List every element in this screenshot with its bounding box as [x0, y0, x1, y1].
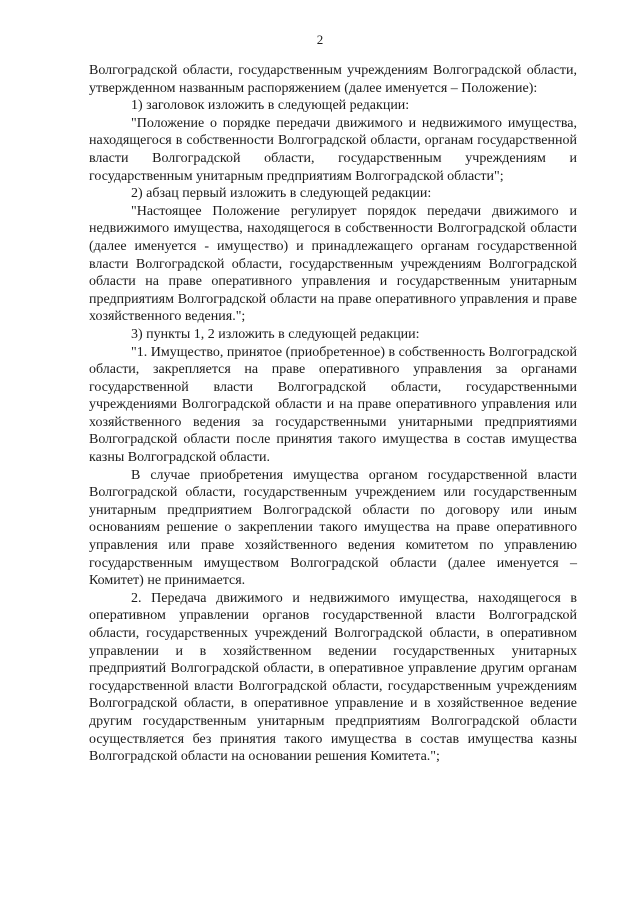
paragraph-intro: Волгоградской области, государственным учреждениям Волгоградской области, утвержденном названным распоряжением (далее именуется – Положение):	[89, 63, 577, 96]
paragraph-title-text: "Положение о порядке передачи движимого и недвижимого имущества, находящегося в собственности Волгоградской области, органам государственной власти Волгоградской области, государственным учреждениям и государственным унитарным предприятиям Волгоградской области";	[89, 115, 577, 184]
page-number: 2	[316, 32, 324, 47]
paragraph-item-1: 1) заголовок изложить в следующей редакции:	[131, 98, 410, 114]
paragraph-point-1-case: В случае приобретения имущества органом государственной власти Волгоградской области, государственным учреждением или государственным унитарным предприятием Волгоградской области по договору или иным основаниям решение о закреплении такого имущества на праве оперативного управления или праве хозяйственного ведения комитетом по управлению государственным имуществом Волгоградской области (далее именуется – Комитет) не принимается.	[89, 467, 577, 589]
paragraph-point-1: "1. Имущество, принятое (приобретенное) в собственность Волгоградской области, закрепляется на праве оперативного управления за органами государственной власти Волгоградской области, государственными учреждениями Волгоградской области и на праве оперативного управления или хозяйственного ведения за государственными унитарными предприятиями Волгоградской области после принятия такого имущества в состав имущества казны Волгоградской области.	[89, 344, 577, 466]
paragraph-item-2: 2) абзац первый изложить в следующей редакции:	[131, 186, 432, 202]
document-body	[89, 62, 577, 766]
paragraph-point-2: 2. Передача движимого и недвижимого имущества, находящегося в оперативном управлении органов государственной власти Волгоградской области, государственных учреждений Волгоградской области, в оперативном управлении и в хозяйственном ведении государственных унитарных предприятий Волгоградской области, в оперативное управление другим органам государственной власти Волгоградской области, государственным учреждениям Волгоградской области, в оперативное управление и в хозяйственное ведение другим государственным унитарным предприятиям Волгоградской области осуществляется без принятия такого имущества в состав имущества казны Волгоградской области на основании решения Комитета.";	[89, 590, 577, 765]
paragraph-first-abzac-text: "Настоящее Положение регулирует порядок передачи движимого и недвижимого имущества, находящегося в собственности Волгоградской области (далее именуется - имущество) и принадлежащего органам государственной власти Волгоградской области, государственным учреждениям Волгоградской области на праве оперативного управления и государственным унитарным предприятиям Волгоградской области на праве оперативного управления и праве хозяйственного ведения.";	[89, 203, 577, 325]
paragraph-item-3: 3) пункты 1, 2 изложить в следующей редакции:	[131, 326, 420, 342]
